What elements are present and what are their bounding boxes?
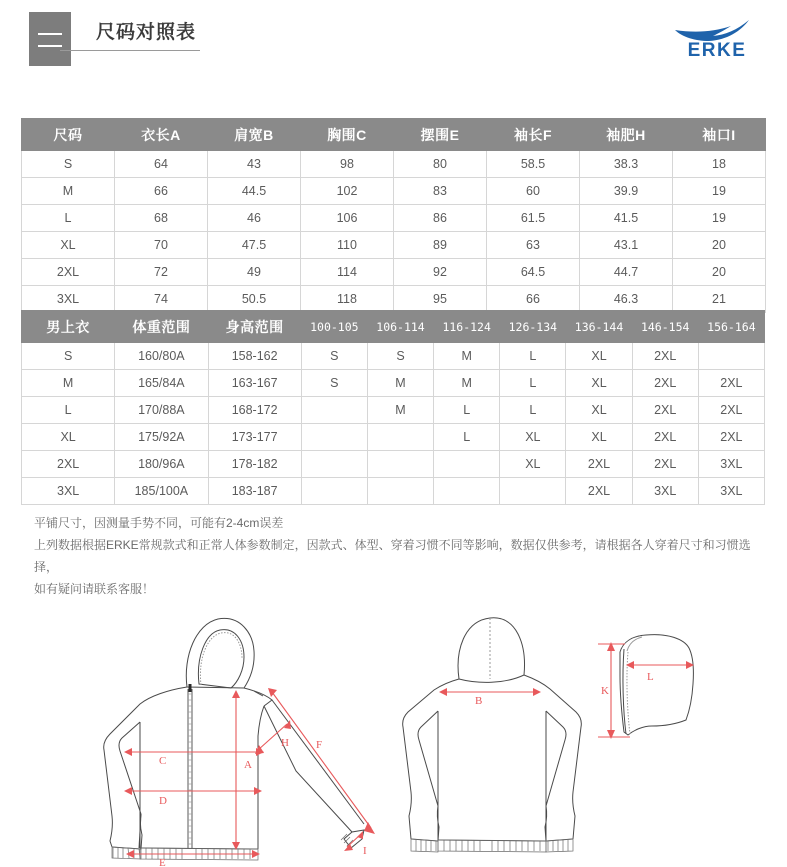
garment-cell: 39.9 bbox=[580, 178, 673, 205]
recommendation-cell: S bbox=[301, 343, 367, 370]
recommendation-column-header: 116-124 bbox=[434, 311, 500, 343]
recommendation-column-header: 136-144 bbox=[566, 311, 632, 343]
garment-cell: 92 bbox=[394, 259, 487, 286]
recommendation-cell: XL bbox=[500, 424, 566, 451]
recommendation-cell bbox=[500, 478, 566, 505]
recommendation-cell: L bbox=[500, 397, 566, 424]
recommendation-cell: 185/100A bbox=[115, 478, 208, 505]
garment-cell: 38.3 bbox=[580, 151, 673, 178]
recommendation-column-header: 体重范围 bbox=[115, 311, 208, 343]
recommendation-cell bbox=[367, 478, 433, 505]
measurement-diagrams bbox=[0, 596, 787, 867]
garment-cell: 80 bbox=[394, 151, 487, 178]
garment-cell: 19 bbox=[673, 178, 766, 205]
recommendation-cell: XL bbox=[566, 397, 632, 424]
recommendation-cell: 2XL bbox=[698, 397, 764, 424]
recommendation-cell: 2XL bbox=[632, 343, 698, 370]
page-header bbox=[0, 0, 787, 90]
erke-logo bbox=[669, 14, 765, 62]
recommendation-cell bbox=[301, 478, 367, 505]
recommendation-cell: L bbox=[434, 397, 500, 424]
svg-text:A: A bbox=[244, 759, 252, 771]
recommendation-cell: S bbox=[22, 343, 115, 370]
recommendation-cell: 163-167 bbox=[208, 370, 301, 397]
recommendation-cell: XL bbox=[22, 424, 115, 451]
measure-C bbox=[124, 748, 264, 767]
svg-text:L: L bbox=[647, 671, 654, 683]
page-title: 尺码对照表 bbox=[96, 22, 197, 43]
garment-cell: 114 bbox=[301, 259, 394, 286]
garment-cell: 43.1 bbox=[580, 232, 673, 259]
recommendation-cell: 3XL bbox=[698, 478, 764, 505]
svg-text:E: E bbox=[159, 857, 166, 867]
table-header-row bbox=[22, 119, 766, 151]
recommendation-column-header: 106-114 bbox=[367, 311, 433, 343]
garment-cell: M bbox=[22, 178, 115, 205]
jacket-back-diagram bbox=[403, 618, 582, 852]
measure-B bbox=[439, 688, 541, 707]
recommendation-cell bbox=[698, 343, 764, 370]
garment-column-header: 袖长F bbox=[487, 119, 580, 151]
table-row bbox=[22, 286, 766, 313]
garment-cell: 19 bbox=[673, 205, 766, 232]
table-row bbox=[22, 232, 766, 259]
table-row bbox=[22, 178, 766, 205]
recommendation-cell: 2XL bbox=[566, 478, 632, 505]
garment-cell: 58.5 bbox=[487, 151, 580, 178]
svg-text:I: I bbox=[363, 845, 367, 857]
garment-column-header: 胸围C bbox=[301, 119, 394, 151]
recommendation-cell: 170/88A bbox=[115, 397, 208, 424]
recommendation-cell: 3XL bbox=[22, 478, 115, 505]
note-line-2: 上列数据根据ERKE常规款式和正常人体参数制定，因款式、体型、穿着习惯不同等影响，数据仅供参考，请根据各人穿着尺寸和习惯选择， bbox=[34, 538, 751, 574]
measure-A bbox=[232, 690, 252, 850]
garment-cell: 64 bbox=[115, 151, 208, 178]
garment-cell: 60 bbox=[487, 178, 580, 205]
garment-cell: 68 bbox=[115, 205, 208, 232]
garment-cell: S bbox=[22, 151, 115, 178]
garment-cell: 21 bbox=[673, 286, 766, 313]
recommendation-cell: 178-182 bbox=[208, 451, 301, 478]
garment-cell: 3XL bbox=[22, 286, 115, 313]
recommendation-column-header: 156-164 bbox=[698, 311, 764, 343]
garment-cell: 70 bbox=[115, 232, 208, 259]
recommendation-cell bbox=[367, 451, 433, 478]
recommendation-cell: 3XL bbox=[632, 478, 698, 505]
garment-cell: 46 bbox=[208, 205, 301, 232]
svg-text:D: D bbox=[159, 795, 167, 807]
garment-cell: 63 bbox=[487, 232, 580, 259]
garment-cell: 47.5 bbox=[208, 232, 301, 259]
garment-cell: 98 bbox=[301, 151, 394, 178]
recommendation-cell: 2XL bbox=[698, 370, 764, 397]
recommendation-cell bbox=[367, 424, 433, 451]
note-line-3: 如有疑问请联系客服！ bbox=[34, 582, 155, 596]
garment-column-header: 尺码 bbox=[22, 119, 115, 151]
recommendation-cell: 175/92A bbox=[115, 424, 208, 451]
svg-text:B: B bbox=[475, 695, 483, 707]
garment-column-header: 肩宽B bbox=[208, 119, 301, 151]
garment-cell: 20 bbox=[673, 259, 766, 286]
garment-column-header: 摆围E bbox=[394, 119, 487, 151]
svg-text:H: H bbox=[281, 737, 289, 749]
table-row bbox=[22, 151, 766, 178]
garment-cell: 41.5 bbox=[580, 205, 673, 232]
recommendation-column-header: 100-105 bbox=[301, 311, 367, 343]
garment-cell: 43 bbox=[208, 151, 301, 178]
garment-cell: 20 bbox=[673, 232, 766, 259]
recommendation-cell: M bbox=[434, 370, 500, 397]
garment-column-header: 袖肥H bbox=[580, 119, 673, 151]
garment-cell: 2XL bbox=[22, 259, 115, 286]
recommendation-cell bbox=[301, 397, 367, 424]
table-header-row bbox=[22, 311, 765, 343]
hamburger-icon[interactable] bbox=[29, 12, 71, 66]
svg-text:ERKE: ERKE bbox=[687, 40, 747, 61]
garment-cell: 95 bbox=[394, 286, 487, 313]
jacket-front-diagram bbox=[104, 618, 364, 860]
garment-cell: 49 bbox=[208, 259, 301, 286]
recommendation-cell: L bbox=[500, 343, 566, 370]
hamburger-bar bbox=[38, 45, 62, 47]
recommendation-cell: 2XL bbox=[566, 451, 632, 478]
table-row bbox=[22, 370, 765, 397]
svg-text:C: C bbox=[159, 755, 167, 767]
recommendation-cell: M bbox=[22, 370, 115, 397]
garment-cell: 74 bbox=[115, 286, 208, 313]
size-recommendation-table bbox=[21, 310, 765, 505]
recommendation-cell: XL bbox=[500, 451, 566, 478]
garment-measurement-table-wrap bbox=[21, 118, 766, 313]
garment-cell: 66 bbox=[487, 286, 580, 313]
recommendation-cell: S bbox=[367, 343, 433, 370]
table-row bbox=[22, 343, 765, 370]
recommendation-cell: S bbox=[301, 370, 367, 397]
recommendation-cell: 2XL bbox=[632, 424, 698, 451]
recommendation-cell: 2XL bbox=[22, 451, 115, 478]
garment-cell: 64.5 bbox=[487, 259, 580, 286]
garment-cell: 61.5 bbox=[487, 205, 580, 232]
recommendation-column-header: 146-154 bbox=[632, 311, 698, 343]
table-row bbox=[22, 259, 766, 286]
recommendation-cell: M bbox=[367, 370, 433, 397]
recommendation-cell: 180/96A bbox=[115, 451, 208, 478]
recommendation-cell: 168-172 bbox=[208, 397, 301, 424]
recommendation-cell: 2XL bbox=[632, 397, 698, 424]
recommendation-cell: M bbox=[434, 343, 500, 370]
recommendation-cell: L bbox=[434, 424, 500, 451]
size-recommendation-table-wrap bbox=[21, 310, 765, 505]
recommendation-cell bbox=[301, 451, 367, 478]
garment-cell: 83 bbox=[394, 178, 487, 205]
garment-cell: 89 bbox=[394, 232, 487, 259]
recommendation-cell: 158-162 bbox=[208, 343, 301, 370]
garment-cell: 44.7 bbox=[580, 259, 673, 286]
table-row bbox=[22, 478, 765, 505]
note-line-1: 平铺尺寸，因测量手势不同，可能有2-4cm误差 bbox=[34, 516, 284, 530]
garment-cell: 72 bbox=[115, 259, 208, 286]
garment-cell: 66 bbox=[115, 178, 208, 205]
garment-cell: 50.5 bbox=[208, 286, 301, 313]
svg-text:F: F bbox=[316, 739, 323, 751]
garment-column-header: 衣长A bbox=[115, 119, 208, 151]
garment-cell: 18 bbox=[673, 151, 766, 178]
measure-F bbox=[268, 688, 375, 834]
recommendation-column-header: 男上衣 bbox=[22, 311, 115, 343]
garment-cell: 46.3 bbox=[580, 286, 673, 313]
table-row bbox=[22, 424, 765, 451]
recommendation-cell: 183-187 bbox=[208, 478, 301, 505]
recommendation-cell: XL bbox=[566, 343, 632, 370]
garment-column-header: 袖口I bbox=[673, 119, 766, 151]
recommendation-cell: L bbox=[500, 370, 566, 397]
recommendation-cell bbox=[434, 451, 500, 478]
recommendation-cell: XL bbox=[566, 370, 632, 397]
recommendation-cell: L bbox=[22, 397, 115, 424]
recommendation-cell: 3XL bbox=[698, 451, 764, 478]
garment-cell: 44.5 bbox=[208, 178, 301, 205]
hood-detail-diagram bbox=[620, 635, 693, 735]
recommendation-cell: 2XL bbox=[632, 370, 698, 397]
garment-cell: 118 bbox=[301, 286, 394, 313]
table-row bbox=[22, 397, 765, 424]
garment-cell: 110 bbox=[301, 232, 394, 259]
garment-cell: 102 bbox=[301, 178, 394, 205]
measure-L bbox=[626, 661, 694, 683]
recommendation-cell bbox=[434, 478, 500, 505]
recommendation-cell: 173-177 bbox=[208, 424, 301, 451]
recommendation-column-header: 126-134 bbox=[500, 311, 566, 343]
measurement-notes bbox=[34, 512, 764, 600]
garment-measurement-table bbox=[21, 118, 766, 313]
recommendation-cell: 160/80A bbox=[115, 343, 208, 370]
recommendation-cell: 2XL bbox=[698, 424, 764, 451]
garment-cell: L bbox=[22, 205, 115, 232]
garment-cell: 86 bbox=[394, 205, 487, 232]
measure-D bbox=[124, 787, 262, 807]
table-row bbox=[22, 205, 766, 232]
garment-cell: 106 bbox=[301, 205, 394, 232]
hamburger-bar bbox=[38, 33, 62, 35]
recommendation-cell: 165/84A bbox=[115, 370, 208, 397]
recommendation-column-header: 身高范围 bbox=[208, 311, 301, 343]
garment-cell: XL bbox=[22, 232, 115, 259]
recommendation-cell: XL bbox=[566, 424, 632, 451]
recommendation-cell: 2XL bbox=[632, 451, 698, 478]
title-underline bbox=[60, 50, 200, 51]
svg-text:K: K bbox=[601, 685, 609, 697]
recommendation-cell: M bbox=[367, 397, 433, 424]
recommendation-cell bbox=[301, 424, 367, 451]
table-row bbox=[22, 451, 765, 478]
